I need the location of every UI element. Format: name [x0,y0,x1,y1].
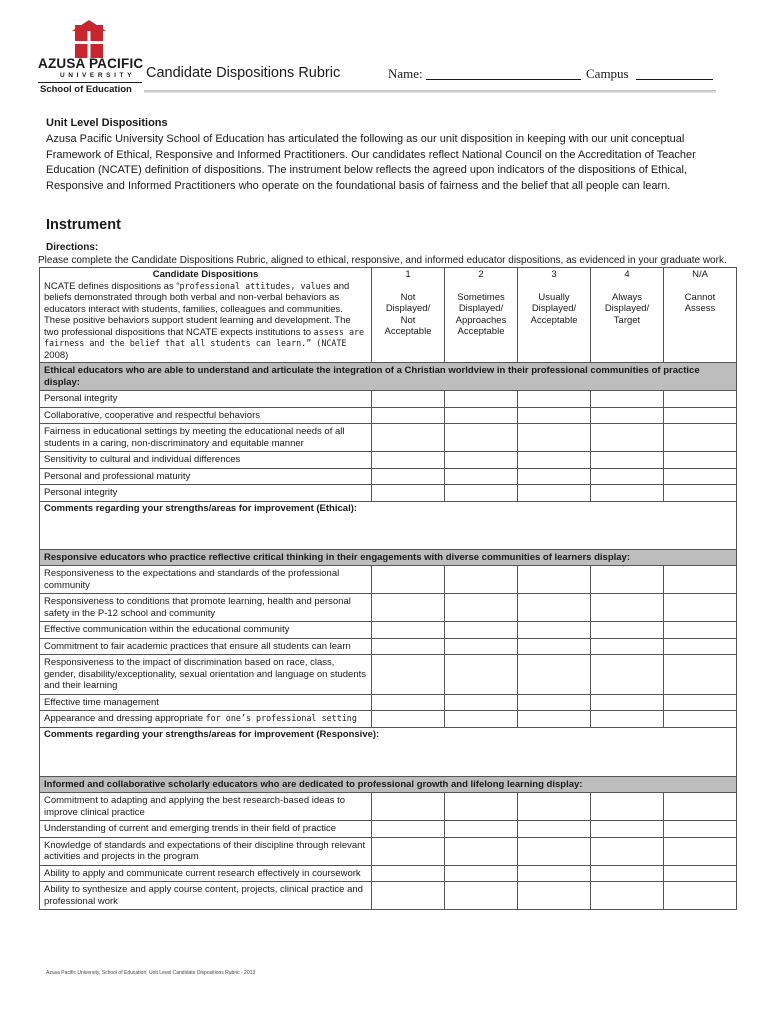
rubric-item-row [40,424,737,452]
rating-cell-4[interactable] [591,485,664,502]
document-header [0,0,768,100]
rating-cell-na[interactable] [664,638,737,655]
ethical-comments-row [40,501,737,549]
candidate-dispositions-title: Candidate Dispositions [152,269,259,280]
rubric-item-label: Commitment to adapting and applying the best research-based ideas to improve clinical practice [40,793,372,821]
informed-band-heading: Informed and collaborative scholarly educators who are dedicated to professional growth and lifelong learning display: [40,776,737,793]
logo-school-name: School of Education [40,84,132,95]
rating-cell-1[interactable] [372,566,445,594]
rubric-item-row [40,793,737,821]
rating-cell-na[interactable] [664,407,737,424]
rubric-item-row [40,837,737,865]
rating-cell-2[interactable] [445,452,518,469]
rating-cell-3[interactable] [518,468,591,485]
rating-cell-4[interactable] [591,391,664,408]
rating-cell-1[interactable] [372,622,445,639]
rubric-item-label: Personal integrity [40,391,372,408]
rating-cell-1[interactable] [372,694,445,711]
rubric-item-row [40,638,737,655]
rubric-item-row [40,821,737,838]
ethical-band-heading: Ethical educators who are able to understand and articulate the integration of a Christian worldview in their professional communities of practice display: [40,363,737,391]
rating-cell-2[interactable] [445,711,518,728]
rating-cell-1[interactable] [372,821,445,838]
rating-cell-3[interactable] [518,821,591,838]
rating-cell-na[interactable] [664,485,737,502]
rubric-item-label: Commitment to fair academic practices that ensure all students can learn [40,638,372,655]
rating-cell-3[interactable] [518,882,591,910]
rubric-item-label: Responsiveness to conditions that promote learning, health and personal safety in the P-12 school and community [40,594,372,622]
rating-cell-2[interactable] [445,594,518,622]
scale-header-4: 4 Always Displayed/ Target [591,268,664,363]
name-input-line[interactable] [426,79,581,80]
rubric-item-row [40,622,737,639]
rating-cell-2[interactable] [445,865,518,882]
directions-label: Directions: [46,242,99,253]
rating-cell-2[interactable] [445,694,518,711]
rubric-item-label: Personal integrity [40,485,372,502]
rating-cell-4[interactable] [591,694,664,711]
rating-cell-2[interactable] [445,821,518,838]
rating-cell-2[interactable] [445,485,518,502]
scale-header-2: 2 Sometimes Displayed/ Approaches Acceptable [445,268,518,363]
responsive-band-row [40,549,737,566]
logo-university-name: AZUSA PACIFIC [38,56,144,71]
rating-cell-na[interactable] [664,391,737,408]
rating-cell-1[interactable] [372,594,445,622]
rubric-item-label: Ability to synthesize and apply course content, projects, clinical practice and professional work [40,882,372,910]
responsive-comments-field[interactable]: Comments regarding your strengths/areas for improvement (Responsive): [40,727,737,776]
rating-cell-na[interactable] [664,468,737,485]
rating-cell-3[interactable] [518,407,591,424]
rubric-item-row [40,407,737,424]
scale-header-3: 3 Usually Displayed/ Acceptable [518,268,591,363]
rubric-item-label: Understanding of current and emerging trends in their field of practice [40,821,372,838]
scale-header-na: N/A Cannot Assess [664,268,737,363]
rubric-item-label: Personal and professional maturity [40,468,372,485]
rating-cell-na[interactable] [664,566,737,594]
rating-cell-4[interactable] [591,468,664,485]
rating-cell-na[interactable] [664,865,737,882]
rating-cell-4[interactable] [591,424,664,452]
rating-cell-1[interactable] [372,882,445,910]
unit-dispositions-heading: Unit Level Dispositions [46,117,168,129]
rating-cell-1[interactable] [372,865,445,882]
directions-text: Please complete the Candidate Dispositions Rubric, aligned to ethical, responsive, and informed educator dispositions, as evidenced in your graduate work. [38,255,727,266]
rubric-item-label: Responsiveness to the expectations and standards of the professional community [40,566,372,594]
rating-cell-3[interactable] [518,424,591,452]
rubric-item-label: Responsiveness to the impact of discrimination based on race, class, gender, disability/exceptionality, sexual orientation and language on students and their learning [40,655,372,695]
informed-band-row [40,776,737,793]
rating-cell-1[interactable] [372,638,445,655]
dispositions-definition-cell [40,268,372,363]
rubric-item-row [40,566,737,594]
rubric-item-row [40,882,737,910]
rating-cell-na[interactable] [664,711,737,728]
rating-cell-2[interactable] [445,793,518,821]
rating-cell-4[interactable] [591,711,664,728]
rubric-item-label: Collaborative, cooperative and respectful behaviors [40,407,372,424]
rating-cell-2[interactable] [445,407,518,424]
rating-cell-4[interactable] [591,594,664,622]
rating-cell-2[interactable] [445,391,518,408]
rating-cell-1[interactable] [372,711,445,728]
rubric-item-label: Fairness in educational settings by meeting the educational needs of all students in a caring, non-discriminatory and equitable manner [40,424,372,452]
rating-cell-3[interactable] [518,655,591,695]
rating-cell-1[interactable] [372,485,445,502]
rating-cell-na[interactable] [664,882,737,910]
rating-cell-4[interactable] [591,655,664,695]
rating-cell-4[interactable] [591,865,664,882]
rating-cell-3[interactable] [518,638,591,655]
rating-cell-3[interactable] [518,694,591,711]
rubric-item-label: Appearance and dressing appropriate for one’s professional setting [40,711,372,728]
campus-input-line[interactable] [636,79,713,80]
rating-cell-2[interactable] [445,622,518,639]
rating-cell-2[interactable] [445,837,518,865]
rating-cell-3[interactable] [518,865,591,882]
rubric-item-row [40,452,737,469]
rubric-header-row [40,268,737,363]
responsive-band-heading: Responsive educators who practice reflective critical thinking in their engagements with diverse communities of learners display: [40,549,737,566]
rubric-item-row [40,711,737,728]
rating-cell-3[interactable] [518,622,591,639]
rating-cell-2[interactable] [445,655,518,695]
logo-university-word: UNIVERSITY [60,72,136,79]
rating-cell-2[interactable] [445,638,518,655]
rating-cell-3[interactable] [518,391,591,408]
rating-cell-na[interactable] [664,837,737,865]
header-divider [144,90,716,93]
rating-cell-na[interactable] [664,622,737,639]
rating-cell-1[interactable] [372,837,445,865]
rating-cell-na[interactable] [664,821,737,838]
ethical-comments-field[interactable]: Comments regarding your strengths/areas for improvement (Ethical): [40,501,737,549]
rubric-item-row [40,865,737,882]
rubric-item-row [40,391,737,408]
rating-cell-3[interactable] [518,793,591,821]
rubric-item-label: Sensitivity to cultural and individual differences [40,452,372,469]
rating-cell-2[interactable] [445,424,518,452]
rating-cell-4[interactable] [591,793,664,821]
document-footer: Azusa Pacific University, School of Education, Unit Level Candidate Dispositions Rubric - 2013 [46,970,256,976]
rating-cell-4[interactable] [591,882,664,910]
rubric-item-row [40,468,737,485]
unit-dispositions-paragraph: Azusa Pacific University School of Education has articulated the following as our unit disposition in keeping with our unit conceptual Framework of Ethical, Responsive and Informed Practitioners. Our candidates reflect National Council on the Accreditation of Teacher Education (NCATE) definition of dispositions. The instrument below reflects the agreed upon indicators of the dispositions of Ethical, Responsive and Informed Practitioners who operate on the foundational basis of fairness and the belief that all people can learn. [46,133,696,192]
rating-cell-1[interactable] [372,793,445,821]
rating-cell-4[interactable] [591,566,664,594]
document-title: Candidate Dispositions Rubric [146,65,341,81]
rating-cell-3[interactable] [518,837,591,865]
rubric-item-row [40,694,737,711]
rubric-item-label: Knowledge of standards and expectations of their discipline through relevant activities and projects in the program [40,837,372,865]
rating-cell-3[interactable] [518,711,591,728]
rubric-item-label: Effective time management [40,694,372,711]
scale-header-1: 1 Not Displayed/ Not Acceptable [372,268,445,363]
rating-cell-1[interactable] [372,655,445,695]
ncate-definition: NCATE defines dispositions as “professional attitudes, values and beliefs demonstrated through both verbal and non-verbal behaviors as educators interact with students, families, colleagues and communities. These positive behaviors support student learning and development. The two professional dispositions that NCATE expects institutions to assess are fairness and the belief that all students can learn.” (NCATE 2008) [44,280,365,361]
university-logo [38,20,144,96]
rating-cell-3[interactable] [518,452,591,469]
rating-cell-na[interactable] [664,452,737,469]
rating-cell-2[interactable] [445,882,518,910]
rating-cell-na[interactable] [664,424,737,452]
rating-cell-4[interactable] [591,452,664,469]
rating-cell-na[interactable] [664,594,737,622]
rubric-item-label: Ability to apply and communicate current research effectively in coursework [40,865,372,882]
rating-cell-na[interactable] [664,793,737,821]
rubric-item-row [40,594,737,622]
rubric-item-row [40,485,737,502]
rubric-item-label: Effective communication within the educational community [40,622,372,639]
rating-cell-na[interactable] [664,694,737,711]
responsive-comments-row [40,727,737,776]
rating-cell-1[interactable] [372,468,445,485]
logo-divider [38,82,142,83]
name-label: Name: [388,66,423,81]
rating-cell-na[interactable] [664,655,737,695]
rating-cell-4[interactable] [591,821,664,838]
rating-cell-1[interactable] [372,391,445,408]
rating-cell-3[interactable] [518,566,591,594]
campus-label: Campus [586,66,629,81]
rating-cell-1[interactable] [372,452,445,469]
rating-cell-3[interactable] [518,485,591,502]
rubric-item-row [40,655,737,695]
rating-cell-3[interactable] [518,594,591,622]
instrument-heading: Instrument [46,217,121,233]
rating-cell-2[interactable] [445,566,518,594]
rating-cell-1[interactable] [372,407,445,424]
rating-cell-4[interactable] [591,638,664,655]
university-crest-icon [72,20,106,58]
rating-cell-4[interactable] [591,837,664,865]
rating-cell-4[interactable] [591,407,664,424]
rating-cell-4[interactable] [591,622,664,639]
rating-cell-2[interactable] [445,468,518,485]
ethical-band-row [40,363,737,391]
rating-cell-1[interactable] [372,424,445,452]
dispositions-rubric-table [39,267,737,910]
